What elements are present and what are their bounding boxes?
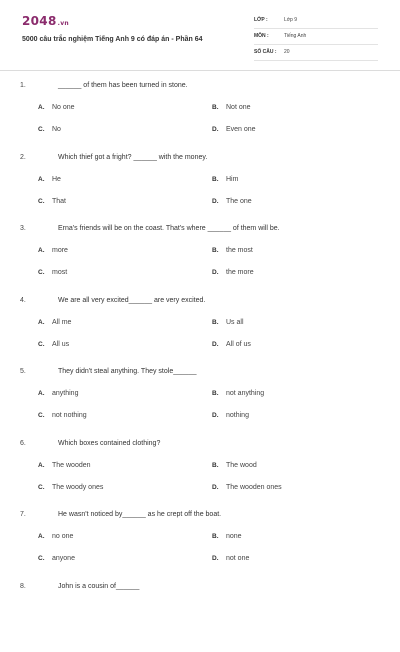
option-text: the more (226, 269, 254, 276)
option-letter: C. (38, 412, 52, 419)
option-letter: A. (38, 533, 52, 540)
question-number: 6. (20, 440, 26, 447)
option-text: not nothing (52, 412, 87, 419)
option-text: All of us (226, 341, 251, 348)
option-d[interactable] (212, 341, 251, 348)
meta-row-subject (254, 30, 378, 45)
option-letter: D. (212, 198, 226, 205)
option-text: most (52, 269, 67, 276)
option-b[interactable] (212, 533, 242, 540)
option-b[interactable] (212, 104, 251, 111)
question-number: 2. (20, 154, 26, 161)
question-3 (0, 223, 400, 295)
meta-value: Lớp 9 (284, 17, 297, 23)
option-text: All me (52, 319, 71, 326)
option-letter: A. (38, 319, 52, 326)
question-text: Erna's friends will be on the coast. That's where ______ of them will be. (58, 225, 280, 232)
option-letter: D. (212, 412, 226, 419)
meta-label: SỐ CÂU : (254, 49, 277, 55)
option-letter: C. (38, 341, 52, 348)
option-text: the most (226, 247, 253, 254)
option-letter: D. (212, 555, 226, 562)
meta-value: Tiếng Anh (284, 33, 306, 39)
header (0, 0, 400, 72)
option-a[interactable] (38, 247, 68, 254)
option-letter: B. (212, 462, 226, 469)
header-divider (0, 70, 400, 71)
option-text: The one (226, 198, 252, 205)
question-number: 7. (20, 511, 26, 518)
option-a[interactable] (38, 462, 91, 469)
question-text: We are all very excited______ are very excited. (58, 297, 205, 304)
option-a[interactable] (38, 390, 78, 397)
question-text: ______ of them has been turned in stone. (58, 82, 188, 89)
option-text: All us (52, 341, 69, 348)
option-letter: B. (212, 176, 226, 183)
option-c[interactable] (38, 341, 69, 348)
option-text: not anything (226, 390, 264, 397)
option-text: No one (52, 104, 75, 111)
option-letter: B. (212, 104, 226, 111)
option-text: no one (52, 533, 73, 540)
question-7 (0, 509, 400, 581)
option-text: He (52, 176, 61, 183)
option-text: No (52, 126, 61, 133)
option-a[interactable] (38, 104, 75, 111)
option-letter: B. (212, 319, 226, 326)
option-text: Even one (226, 126, 256, 133)
option-d[interactable] (212, 126, 256, 133)
option-letter: D. (212, 269, 226, 276)
option-letter: C. (38, 555, 52, 562)
question-number: 5. (20, 368, 26, 375)
option-text: Not one (226, 104, 251, 111)
question-2 (0, 152, 400, 224)
option-letter: A. (38, 462, 52, 469)
option-letter: A. (38, 247, 52, 254)
option-text: That (52, 198, 66, 205)
option-c[interactable] (38, 412, 87, 419)
logo-suffix: .vn (58, 20, 69, 27)
site-logo[interactable] (22, 14, 69, 28)
option-text: more (52, 247, 68, 254)
option-letter: A. (38, 176, 52, 183)
meta-value: 20 (284, 49, 290, 55)
option-text: anyone (52, 555, 75, 562)
document-title: 5000 câu trắc nghiệm Tiếng Anh 9 có đáp án - Phần 64 (22, 36, 203, 43)
question-8 (0, 581, 400, 652)
option-b[interactable] (212, 319, 244, 326)
option-letter: A. (38, 104, 52, 111)
meta-row-count (254, 46, 378, 61)
option-text: none (226, 533, 242, 540)
option-letter: B. (212, 390, 226, 397)
option-text: The wooden (52, 462, 91, 469)
option-letter: C. (38, 126, 52, 133)
option-c[interactable] (38, 126, 61, 133)
option-d[interactable] (212, 198, 252, 205)
option-text: The wood (226, 462, 257, 469)
option-text: The wooden ones (226, 484, 282, 491)
question-5 (0, 366, 400, 438)
question-text: Which thief got a fright? ______ with the money. (58, 154, 207, 161)
option-letter: B. (212, 247, 226, 254)
question-text: Which boxes contained clothing? (58, 440, 160, 447)
option-b[interactable] (212, 390, 264, 397)
option-text: not one (226, 555, 249, 562)
meta-label: LỚP : (254, 17, 268, 23)
meta-row-class (254, 14, 378, 29)
question-text: They didn't steal anything. They stole______ (58, 368, 197, 375)
option-b[interactable] (212, 247, 253, 254)
option-letter: D. (212, 341, 226, 348)
option-c[interactable] (38, 198, 66, 205)
option-letter: C. (38, 198, 52, 205)
option-c[interactable] (38, 484, 103, 491)
option-d[interactable] (212, 484, 282, 491)
option-c[interactable] (38, 269, 67, 276)
option-a[interactable] (38, 176, 61, 183)
option-a[interactable] (38, 533, 73, 540)
option-d[interactable] (212, 412, 249, 419)
option-c[interactable] (38, 555, 75, 562)
option-letter: A. (38, 390, 52, 397)
option-letter: D. (212, 484, 226, 491)
question-text: He wasn't noticed by______ as he crept off the boat. (58, 511, 221, 518)
option-d[interactable] (212, 269, 254, 276)
question-number: 4. (20, 297, 26, 304)
option-b[interactable] (212, 176, 238, 183)
option-a[interactable] (38, 319, 71, 326)
question-number: 1. (20, 82, 26, 89)
option-letter: C. (38, 484, 52, 491)
logo-text: 2048 (22, 14, 57, 28)
option-letter: C. (38, 269, 52, 276)
option-b[interactable] (212, 462, 257, 469)
question-number: 8. (20, 583, 26, 590)
meta-label: MÔN : (254, 33, 269, 39)
question-text: John is a cousin of______ (58, 583, 139, 590)
option-text: nothing (226, 412, 249, 419)
option-text: anything (52, 390, 78, 397)
option-letter: B. (212, 533, 226, 540)
question-1 (0, 80, 400, 152)
option-text: Him (226, 176, 238, 183)
option-d[interactable] (212, 555, 249, 562)
option-text: The woody ones (52, 484, 103, 491)
question-number: 3. (20, 225, 26, 232)
question-6 (0, 438, 400, 510)
question-list (0, 80, 400, 652)
option-text: Us all (226, 319, 244, 326)
question-4 (0, 295, 400, 367)
meta-info (254, 14, 378, 62)
option-letter: D. (212, 126, 226, 133)
